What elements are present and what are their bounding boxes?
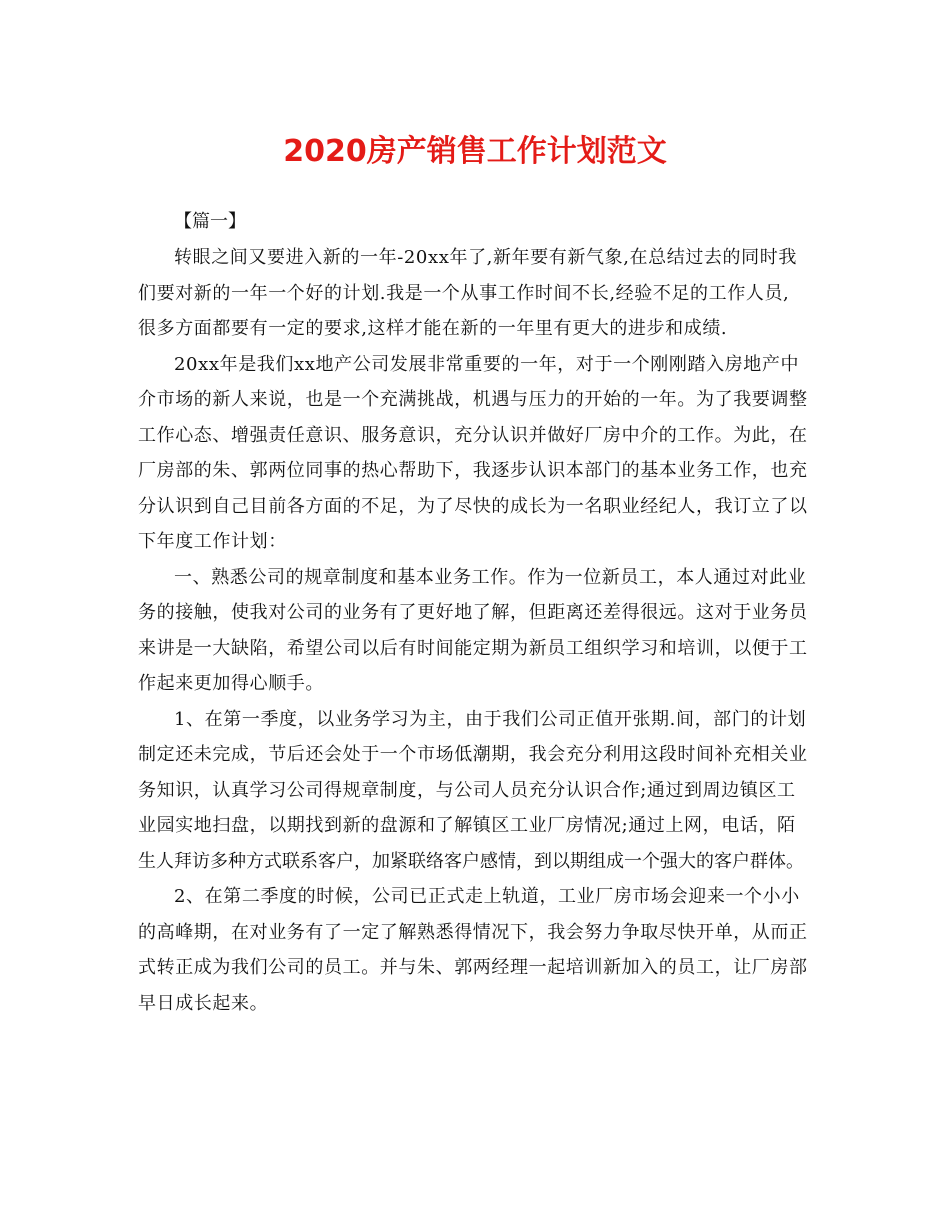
paragraph-line: 20xx年是我们xx地产公司发展非常重要的一年，对于一个刚刚踏入房地产中 (174, 353, 800, 375)
paragraph-line: 式转正成为我们公司的员工。并与朱、郭两经理一起培训新加入的员工，让厂房部 (138, 957, 808, 978)
section-label: 【篇一】 (174, 211, 246, 232)
document-title: 2020房产销售工作计划范文 (283, 134, 667, 169)
paragraph-line: 业园实地扫盘，以期找到新的盘源和了解镇区工业厂房情况;通过上网，电话，陌 (138, 815, 796, 836)
paragraph-line: 务的接触，使我对公司的业务有了更好地了解，但距离还差得很远。这对于业务员 (138, 602, 808, 623)
paragraph-line: 作起来更加得心顺手。 (138, 673, 324, 694)
paragraph-line: 下年度工作计划： (138, 531, 287, 552)
paragraph-4 (138, 703, 828, 881)
paragraph-line: 厂房部的朱、郭两位同事的热心帮助下，我逐步认识本部门的基本业务工作，也充 (138, 460, 808, 481)
paragraph-line: 2、在第二季度的时候，公司已正式走上轨道，工业厂房市场会迎来一个小小 (174, 886, 800, 907)
paragraph-line: 很多方面都要有一定的要求,这样才能在新的一年里有更大的进步和成绩. (138, 318, 728, 339)
paragraph-line: 介市场的新人来说，也是一个充满挑战，机遇与压力的开始的一年。为了我要调整 (138, 389, 808, 410)
paragraph-line: 来讲是一大缺陷，希望公司以后有时间能定期为新员工组织学习和培训，以便于工 (138, 637, 808, 659)
paragraph-line: 分认识到自己目前各方面的不足，为了尽快的成长为一名职业经纪人，我订立了以 (138, 495, 808, 517)
paragraph-line: 早日成长起来。 (138, 992, 269, 1014)
paragraph-line: 1、在第一季度，以业务学习为主，由于我们公司正值开张期.间，部门的计划 (174, 708, 807, 730)
paragraph-line: 转眼之间又要进入新的一年-20xx年了,新年要有新气象,在总结过去的同时我 (174, 247, 797, 268)
paragraph-line: 的高峰期，在对业务有了一定了解熟悉得情况下，我会努力争取尽快开单，从而正 (138, 921, 808, 943)
paragraph-line: 工作心态、增强责任意识、服务意识，充分认识并做好厂房中介的工作。为此，在 (138, 424, 808, 446)
paragraph-1 (138, 241, 828, 348)
paragraph-line: 一、熟悉公司的规章制度和基本业务工作。作为一位新员工，本人通过对此业 (174, 566, 807, 588)
paragraph-2 (138, 348, 828, 561)
paragraph-3 (138, 561, 828, 703)
paragraph-5 (138, 880, 828, 1022)
paragraph-line: 务知识，认真学习公司得规章制度，与公司人员充分认识合作;通过到周边镇区工 (138, 779, 796, 801)
document-body (138, 205, 828, 1022)
paragraph-line: 生人拜访多种方式联系客户，加紧联络客户感情，到以期组成一个强大的客户群体。 (138, 850, 804, 872)
paragraph-line: 制定还未完成，节后还会处于一个市场低潮期，我会充分利用这段时间补充相关业 (138, 744, 808, 765)
paragraph-line: 们要对新的一年一个好的计划.我是一个从事工作时间不长,经验不足的工作人员, (138, 282, 790, 304)
